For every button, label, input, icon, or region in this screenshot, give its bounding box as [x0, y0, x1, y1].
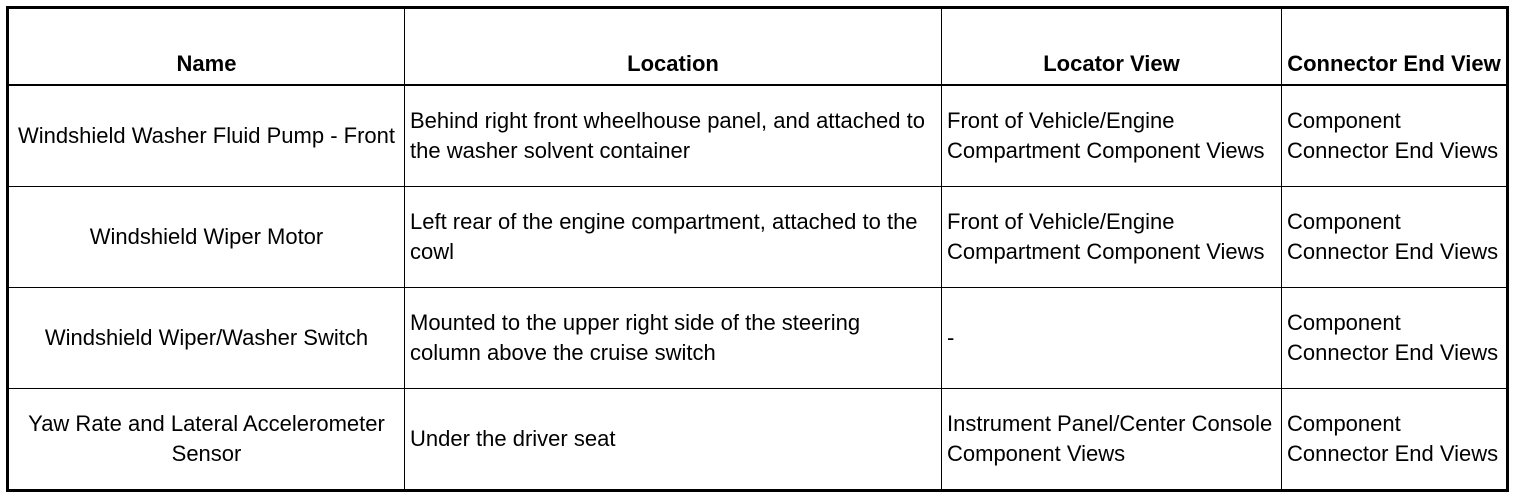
cell-locator-view: Front of Vehicle/Engine Compartment Component Views	[942, 85, 1282, 187]
cell-location: Under the driver seat	[405, 389, 942, 491]
table-row	[8, 85, 1508, 187]
component-locator-table	[6, 6, 1509, 492]
cell-connector-end-view: Component Connector End Views	[1282, 288, 1508, 389]
cell-location: Mounted to the upper right side of the steering column above the cruise switch	[405, 288, 942, 389]
table-header-row	[8, 8, 1508, 86]
cell-name: Yaw Rate and Lateral Accelerometer Sensor	[8, 389, 405, 491]
cell-location: Behind right front wheelhouse panel, and attached to the washer solvent container	[405, 85, 942, 187]
table-row	[8, 389, 1508, 491]
cell-connector-end-view: Component Connector End Views	[1282, 389, 1508, 491]
header-name: Name	[8, 8, 405, 86]
cell-locator-view: Front of Vehicle/Engine Compartment Component Views	[942, 187, 1282, 288]
header-connector-end-view: Connector End View	[1282, 8, 1508, 86]
header-locator-view: Locator View	[942, 8, 1282, 86]
header-location: Location	[405, 8, 942, 86]
table-row	[8, 187, 1508, 288]
cell-name: Windshield Wiper Motor	[8, 187, 405, 288]
cell-connector-end-view: Component Connector End Views	[1282, 187, 1508, 288]
cell-locator-view: -	[942, 288, 1282, 389]
cell-locator-view: Instrument Panel/Center Console Component Views	[942, 389, 1282, 491]
cell-location: Left rear of the engine compartment, attached to the cowl	[405, 187, 942, 288]
table-row	[8, 288, 1508, 389]
cell-name: Windshield Washer Fluid Pump - Front	[8, 85, 405, 187]
cell-connector-end-view: Component Connector End Views	[1282, 85, 1508, 187]
component-table-container	[6, 6, 1506, 492]
cell-name: Windshield Wiper/Washer Switch	[8, 288, 405, 389]
